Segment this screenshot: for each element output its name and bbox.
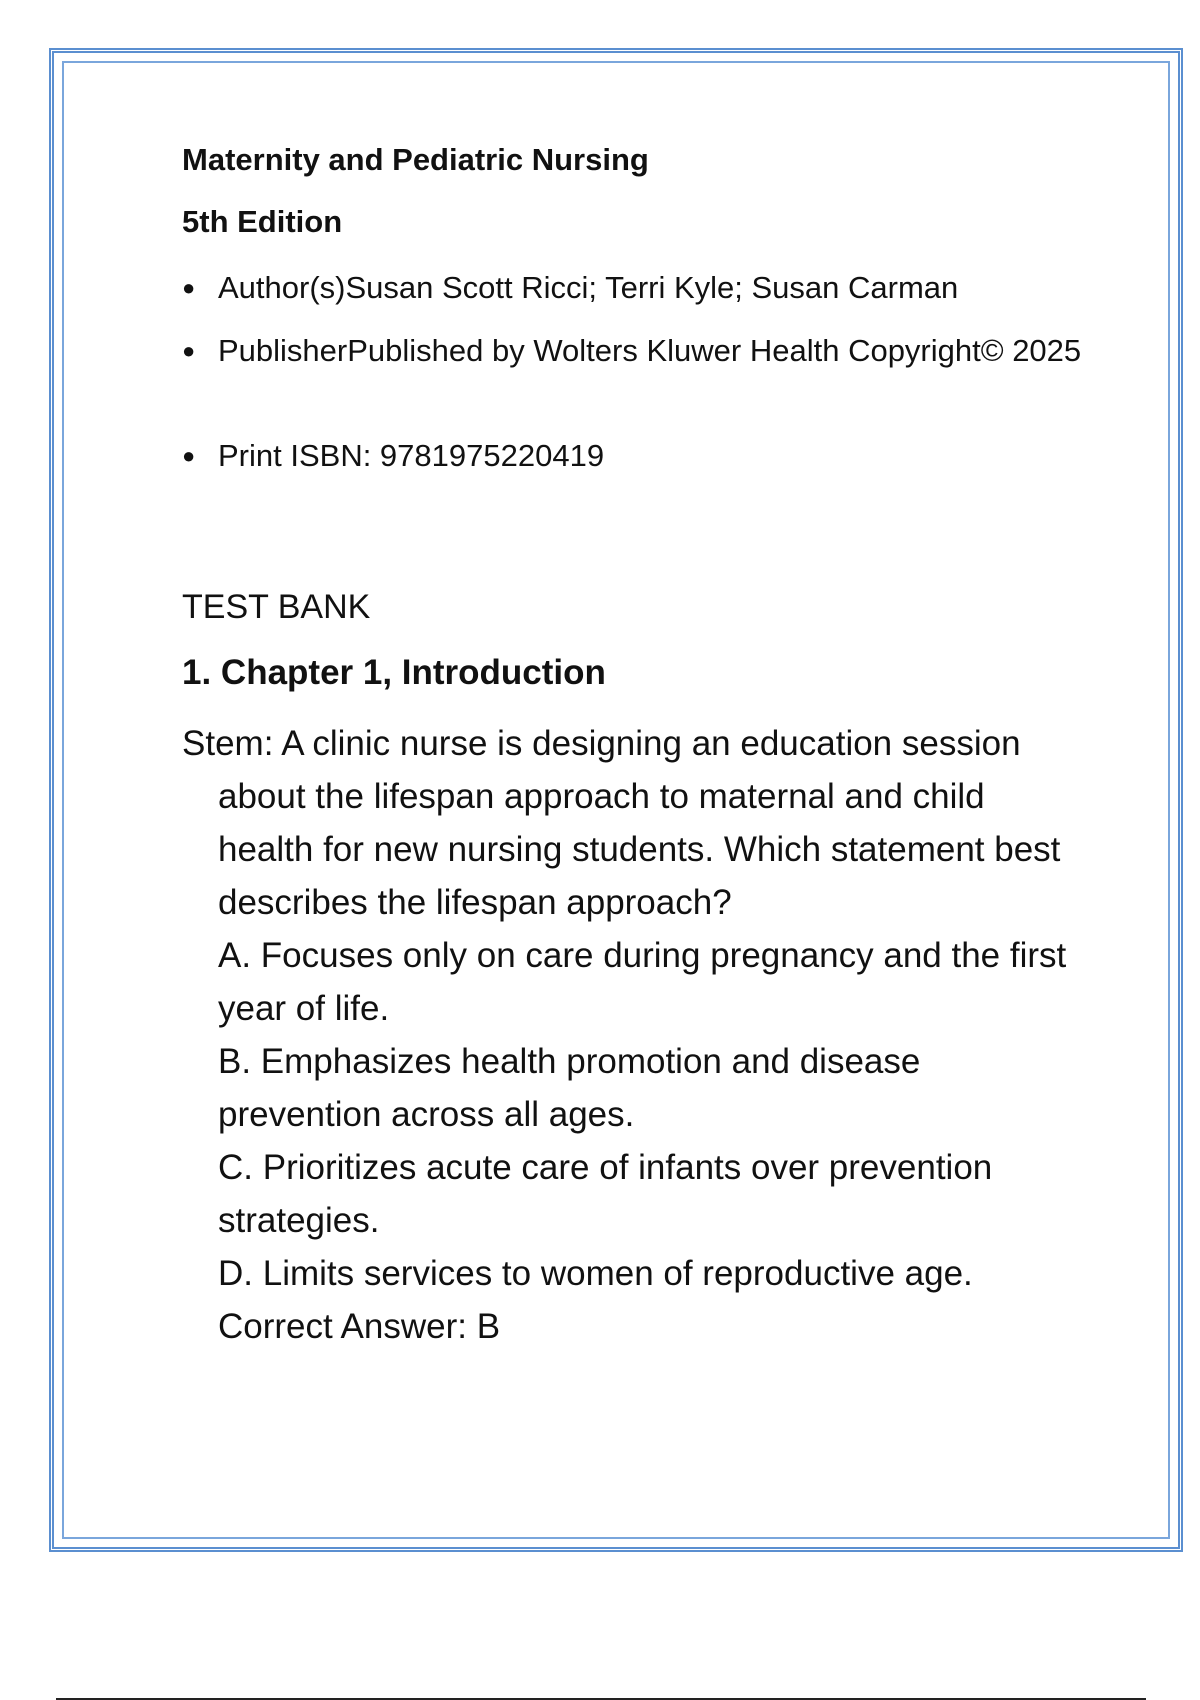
bullet-icon: ● [182,443,196,468]
bullet-icon: ● [182,338,196,363]
option-d: D. Limits services to women of reproductive age. [218,1254,973,1293]
meta-item-publisher [182,327,1082,374]
question-block [182,717,1082,1353]
option-c: C. Prioritizes acute care of infants over prevention strategies. [218,1148,993,1240]
meta-authors-text: Author(s)Susan Scott Ricci; Terri Kyle; Susan Carman [218,270,959,305]
meta-item-authors [182,264,1082,311]
question-heading: 1. Chapter 1, Introduction [182,653,606,692]
meta-publisher-text: PublisherPublished by Wolters Kluwer Health Copyright© 2025 [218,333,1082,368]
book-edition: 5th Edition [182,204,343,239]
book-meta-list [182,264,1082,479]
option-a: A. Focuses only on care during pregnancy and the first year of life. [218,936,1067,1028]
book-title: Maternity and Pediatric Nursing [182,142,649,177]
correct-answer: Correct Answer: B [218,1307,501,1346]
section-label: TEST BANK [182,588,371,626]
document-content [182,140,1082,1353]
bullet-icon: ● [182,275,196,300]
question-stem: Stem: A clinic nurse is designing an education session about the lifespan approach to maternal and child health for new nursing students. Which statement best describes the lifespan approach? [182,724,1061,922]
meta-isbn-text: Print ISBN: 9781975220419 [218,438,605,473]
meta-item-isbn [182,432,1082,479]
option-b: B. Emphasizes health promotion and disease prevention across all ages. [218,1042,921,1134]
